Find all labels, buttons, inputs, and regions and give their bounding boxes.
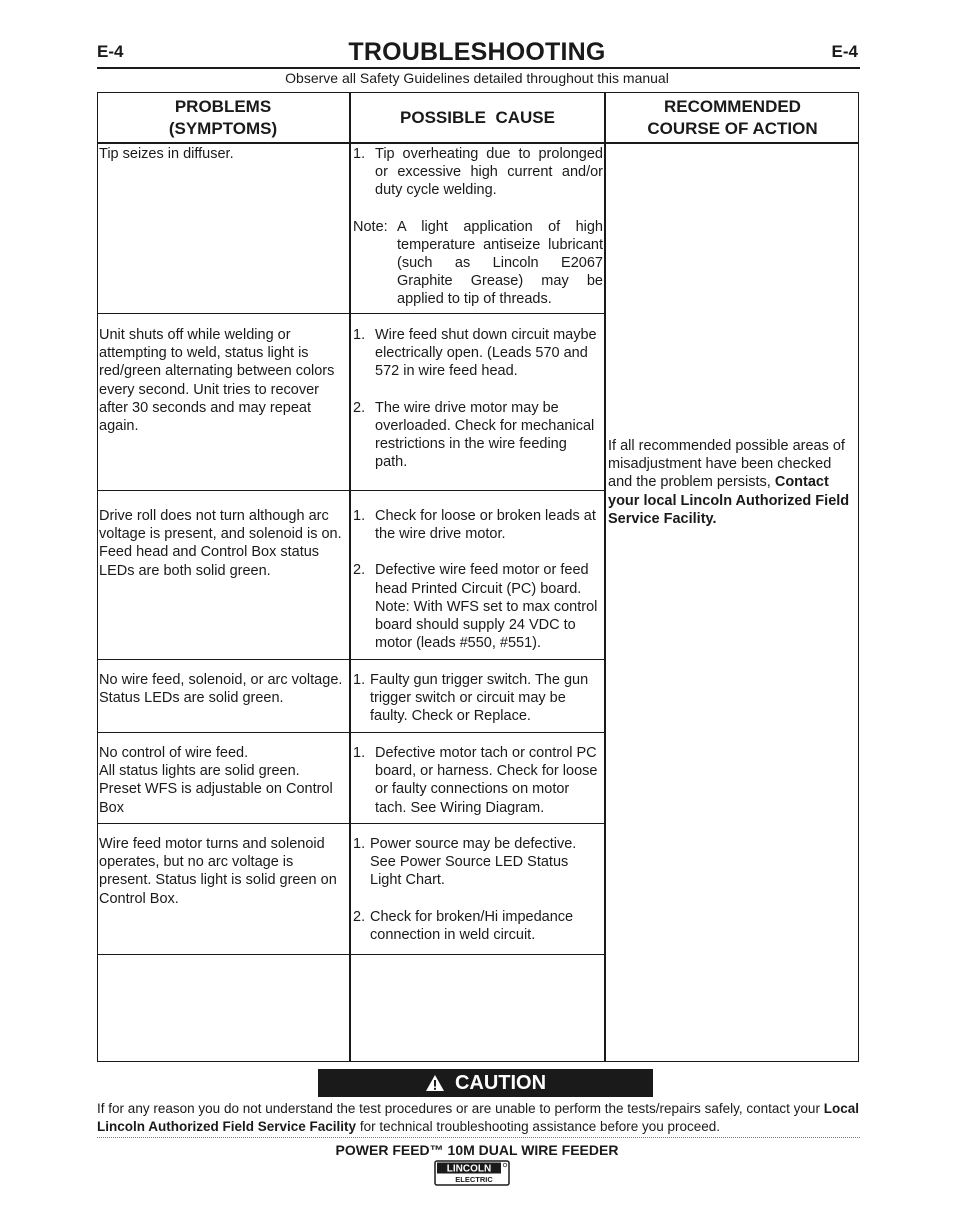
problem-cell: Unit shuts off while welding or attempting to weld, status light is red/green alternating between colors every second. Unit tries to recover after 30 seconds and may repeat again. [99, 327, 335, 435]
problem-cell: Tip seizes in diffuser. [99, 146, 234, 162]
header-problems: PROBLEMS (SYMPTOMS) [168, 96, 278, 138]
problem-cell: No wire feed, solenoid, or arc voltage. Status LEDs are solid green. [99, 672, 343, 707]
cause-cell: 1. Defective motor tach or control PC board, or harness. Check for loose or faulty connections on motor tach. See Wiring Diagram. [353, 745, 598, 816]
cause-cell: 1. Tip overheating due to prolonged or excessive high current and/or duty cycle welding. Note: A light application of high temperature antiseize lubricant (such as Lincoln E2067 Graphite Grease) may be applied to tip of threads. [353, 146, 603, 308]
warning-triangle-icon [425, 1074, 445, 1092]
recommended-action-cell: If all recommended possible areas of misadjustment have been checked and the problem persists, Contact your local Lincoln Authorized Field Service Facility. [608, 438, 850, 527]
footer-dotted-rule [97, 1137, 860, 1138]
problem-cell: Drive roll does not turn although arc voltage is present, and solenoid is on. Feed head and Control Box status LEDs are both solid green. [99, 508, 342, 579]
cause-cell: 1. Faulty gun trigger switch. The gun trigger switch or circuit may be faulty. Check or Replace. [353, 672, 589, 725]
header-possible-cause: POSSIBLE CAUSE [400, 107, 555, 127]
svg-text:LINCOLN: LINCOLN [446, 1163, 492, 1175]
lincoln-electric-logo [434, 1160, 510, 1186]
column-divider [349, 92, 351, 1062]
cause-cell: 1. Power source may be defective. See Power Source LED Status Light Chart. 2. Check for broken/Hi impedance connection in weld circuit. [353, 836, 577, 943]
caution-banner [318, 1069, 653, 1097]
caution-label: CAUTION [454, 1071, 547, 1094]
column-divider [604, 92, 606, 1062]
header-recommended-action: RECOMMENDED COURSE OF ACTION [647, 96, 818, 138]
contact-service-emphasis: Contact your local Lincoln Authorized Field Service Facility. [608, 474, 850, 527]
cause-cell: 1. Check for loose or broken leads at the wire drive motor. 2. Defective wire feed motor or feed head Printed Circuit (PC) board. Note: With WFS set to max control board should supply 24 VDC to motor (leads #550, #551). [353, 508, 598, 652]
row-divider [97, 823, 605, 824]
cause-cell: 1. Wire feed shut down circuit maybe electrically open. (Leads 570 and 572 in wire feed head. 2. The wire drive motor may be overloaded. Check for mechanical restrictions in the wire feeding path. [353, 327, 597, 471]
page-code-right: E-4 [831, 42, 858, 61]
header-rule [97, 67, 860, 69]
caution-text: If for any reason you do not understand the test procedures or are unable to perform the tests/repairs safely, contact your Local Lincoln Authorized Field Service Facility for technical troubleshooting assistance before you proceed. [97, 1101, 859, 1134]
svg-text:ELECTRIC: ELECTRIC [455, 1175, 493, 1184]
page-title: TROUBLESHOOTING [348, 38, 606, 66]
page-code-left: E-4 [97, 42, 124, 61]
row-divider [97, 732, 605, 733]
row-divider [97, 954, 605, 955]
problem-cell: Wire feed motor turns and solenoid operates, but no arc voltage is present. Status light is solid green on Control Box. [99, 836, 337, 907]
caution-contact-emphasis: Local Lincoln Authorized Field Service Facility [97, 1101, 859, 1134]
problem-cell: No control of wire feed. All status lights are solid green. Preset WFS is adjustable on Control Box [99, 745, 333, 816]
safety-note: Observe all Safety Guidelines detailed throughout this manual [285, 70, 669, 86]
row-divider [97, 490, 605, 491]
product-name: POWER FEED™ 10M DUAL WIRE FEEDER [335, 1142, 619, 1158]
row-divider [97, 659, 605, 660]
row-divider [97, 313, 605, 314]
